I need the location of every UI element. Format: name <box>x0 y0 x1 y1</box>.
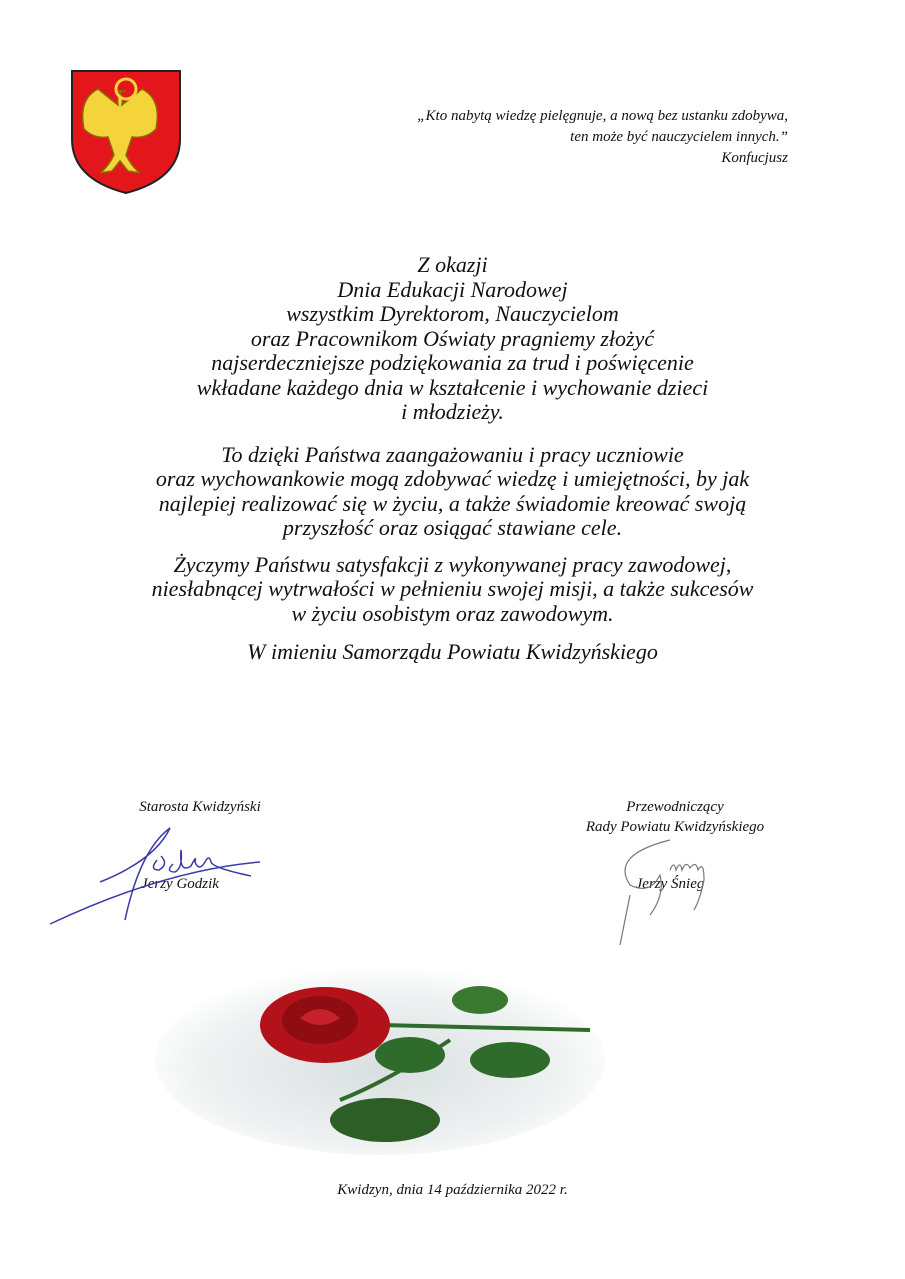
coat-of-arms-icon <box>70 69 182 195</box>
text-line: W imieniu Samorządu Powiatu Kwidzyńskiego <box>247 639 658 664</box>
quote-author: Konfucjusz <box>721 150 788 166</box>
text-line: w życiu osobistym oraz zawodowym. <box>291 600 614 626</box>
signatory-name: Jerzy Godzik <box>141 876 219 892</box>
quote-line: ten może być nauczycielem innych.” <box>570 129 788 145</box>
date-place: Kwidzyn, dnia 14 października 2022 r. <box>337 1182 568 1198</box>
letter-body <box>60 253 845 677</box>
paragraph-greeting <box>60 253 845 425</box>
text-line: najlepiej realizować się w życiu, a także świadomie kreować swoją <box>158 490 747 516</box>
text-line: wkładane każdego dnia w kształcenie i wychowanie dzieci <box>196 374 709 400</box>
signatory-name: Jerzy Śnieg <box>635 876 705 892</box>
signatory-title: Starosta Kwidzyński <box>139 799 261 815</box>
text-line: wszystkim Dyrektorom, Nauczycielom <box>286 301 619 326</box>
signature-godzik-icon <box>45 820 275 930</box>
text-line: Dnia Edukacji Narodowej <box>337 276 568 302</box>
text-line: najserdeczniejsze podziękowania za trud i poświęcenie <box>211 350 694 375</box>
text-line: i młodzieży. <box>401 399 504 424</box>
rose-image <box>150 940 610 1155</box>
signatory-title: Rady Powiatu Kwidzyńskiego <box>585 819 765 835</box>
paragraph-wishes <box>60 553 845 627</box>
text-line: niesłabnącej wytrwałości w pełnieniu swojej misji, a także sukcesów <box>151 576 754 601</box>
quote-line: „Kto nabytą wiedzę pielęgnuje, a nową bez ustanku zdobywa, <box>417 108 788 124</box>
paragraph-thanks <box>60 443 845 541</box>
text-line: przyszłość oraz osiągać stawiane cele. <box>282 515 623 540</box>
confucius-quote <box>417 106 788 169</box>
text-line: To dzięki Państwa zaangażowaniu i pracy uczniowie <box>221 441 684 467</box>
text-line: Z okazji <box>417 252 488 277</box>
signatory-title: Przewodniczący <box>626 799 724 815</box>
paragraph-on-behalf <box>60 640 845 665</box>
signature-snieg-icon <box>610 835 770 950</box>
text-line: oraz Pracownikom Oświaty pragniemy złożyć <box>250 325 655 351</box>
text-line: Życzymy Państwu satysfakcji z wykonywanej pracy zawodowej, <box>173 551 732 577</box>
text-line: oraz wychowankowie mogą zdobywać wiedzę i umiejętności, by jak <box>155 466 750 491</box>
